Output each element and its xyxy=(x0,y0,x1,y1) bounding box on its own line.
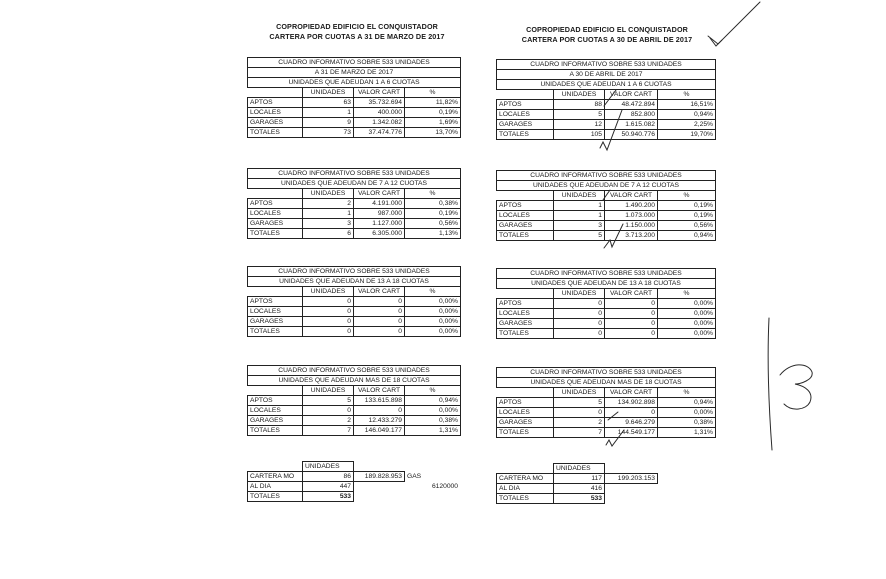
right-table-3 xyxy=(496,268,716,339)
right-summary xyxy=(496,463,716,504)
col-header: UNIDADES xyxy=(303,462,354,472)
table-header: CUADRO INFORMATIVO SOBRE 533 UNIDADES xyxy=(248,169,461,179)
col-header: % xyxy=(405,386,461,396)
left-table-1 xyxy=(247,57,461,138)
left-table-4 xyxy=(247,365,461,436)
table-row: LOCALES 1 987.000 0,19% xyxy=(248,209,461,219)
table-row: APTOS 5 133.615.898 0,94% xyxy=(248,396,461,406)
table-row: LOCALES 1 400.000 0,19% xyxy=(248,108,461,118)
table-row: GARAGES 0 0 0,00% xyxy=(497,319,716,329)
col-header: UNIDADES xyxy=(554,191,605,201)
data-table xyxy=(496,268,716,339)
data-table xyxy=(496,170,716,241)
table-row: APTOS 0 0 0,00% xyxy=(248,297,461,307)
table-row: CARTERA MO 86 189.828.953 GAS xyxy=(248,472,461,482)
right-table-4 xyxy=(496,367,716,438)
col-header: % xyxy=(405,189,461,199)
col-header: VALOR CART xyxy=(605,388,658,398)
table-row: APTOS 63 35.732.694 11,82% xyxy=(248,98,461,108)
table-header: CUADRO INFORMATIVO SOBRE 533 UNIDADES xyxy=(497,269,716,279)
left-title xyxy=(246,22,468,42)
table-subheader: UNIDADES QUE ADEUDAN 1 A 6 CUOTAS xyxy=(248,78,461,88)
table-row: APTOS 2 4.191.000 0,38% xyxy=(248,199,461,209)
col-header: UNIDADES xyxy=(303,189,354,199)
table-header: CUADRO INFORMATIVO SOBRE 533 UNIDADES xyxy=(248,58,461,68)
left-title-line1: COPROPIEDAD EDIFICIO EL CONQUISTADOR xyxy=(276,22,438,31)
col-header: UNIDADES xyxy=(303,88,354,98)
table-row: LOCALES 0 0 0,00% xyxy=(497,309,716,319)
table-subheader: A 30 DE ABRIL DE 2017 xyxy=(497,70,716,80)
note-text: GAS xyxy=(407,473,422,480)
table-subheader: UNIDADES QUE ADEUDAN DE 7 A 12 CUOTAS xyxy=(497,181,716,191)
table-row: AL DIA 447 6120000 xyxy=(248,482,461,492)
table-row: GARAGES 0 0 0,00% xyxy=(248,317,461,327)
table-subheader: A 31 DE MARZO DE 2017 xyxy=(248,68,461,78)
table-row: TOTALES 105 50.940.776 19,70% xyxy=(497,130,716,140)
initials-mark xyxy=(768,318,812,450)
summary-table xyxy=(247,461,461,502)
left-table-3 xyxy=(247,266,461,337)
right-title-line2: CARTERA POR CUOTAS A 30 DE ABRIL DE 2017 xyxy=(521,35,693,44)
col-header: UNIDADES xyxy=(554,464,605,474)
right-title-line1: COPROPIEDAD EDIFICIO EL CONQUISTADOR xyxy=(526,25,688,34)
data-table xyxy=(247,168,461,239)
col-header: % xyxy=(405,287,461,297)
col-header: UNIDADES xyxy=(554,289,605,299)
table-subheader: UNIDADES QUE ADEUDAN DE 13 A 18 CUOTAS xyxy=(248,277,461,287)
table-row: LOCALES 0 0 0,00% xyxy=(248,307,461,317)
table-row: TOTALES 7 144.549.177 1,31% xyxy=(497,428,716,438)
table-row: TOTALES 73 37.474.776 13,70% xyxy=(248,128,461,138)
table-row: APTOS 1 1.490.200 0,19% xyxy=(497,201,716,211)
table-row: GARAGES 2 12.433.279 0,38% xyxy=(248,416,461,426)
table-header: CUADRO INFORMATIVO SOBRE 533 UNIDADES xyxy=(497,171,716,181)
left-title-line2: CARTERA POR CUOTAS A 31 DE MARZO DE 2017 xyxy=(269,32,445,41)
col-header: % xyxy=(658,388,716,398)
data-table xyxy=(247,57,461,138)
col-header: % xyxy=(405,88,461,98)
table-row: APTOS 88 48.472.894 16,51% xyxy=(497,100,716,110)
data-table xyxy=(496,59,716,140)
col-header: VALOR CART xyxy=(605,90,658,100)
col-header: % xyxy=(658,289,716,299)
col-header: VALOR CART xyxy=(605,191,658,201)
table-row: TOTALES 0 0 0,00% xyxy=(248,327,461,337)
table-row: LOCALES 5 852.800 0,94% xyxy=(497,110,716,120)
table-header: CUADRO INFORMATIVO SOBRE 533 UNIDADES xyxy=(248,267,461,277)
data-table xyxy=(496,367,716,438)
table-row: TOTALES 6 6.305.000 1,13% xyxy=(248,229,461,239)
table-row: GARAGES 2 9.646.279 0,38% xyxy=(497,418,716,428)
table-row: TOTALES 5 3.713.200 0,94% xyxy=(497,231,716,241)
table-row: LOCALES 0 0 0,00% xyxy=(248,406,461,416)
table-header: CUADRO INFORMATIVO SOBRE 533 UNIDADES xyxy=(248,366,461,376)
table-header: CUADRO INFORMATIVO SOBRE 533 UNIDADES xyxy=(497,368,716,378)
table-row: TOTALES 0 0 0,00% xyxy=(497,329,716,339)
table-row: LOCALES 0 0 0,00% xyxy=(497,408,716,418)
table-row: CARTERA MO 117 199.203.153 xyxy=(497,474,716,484)
col-header: UNIDADES xyxy=(554,90,605,100)
left-summary xyxy=(247,461,461,502)
right-table-2 xyxy=(496,170,716,241)
table-subheader: UNIDADES QUE ADEUDAN 1 A 6 CUOTAS xyxy=(497,80,716,90)
table-subheader: UNIDADES QUE ADEUDAN MAS DE 18 CUOTAS xyxy=(497,378,716,388)
col-header: VALOR CART xyxy=(605,289,658,299)
table-row: APTOS 5 134.902.898 0,94% xyxy=(497,398,716,408)
summary-table xyxy=(496,463,716,504)
table-row: GARAGES 9 1.342.082 1,69% xyxy=(248,118,461,128)
note-text: 6120000 xyxy=(431,483,458,490)
table-row: GARAGES 12 1.615.082 2,25% xyxy=(497,120,716,130)
left-table-2 xyxy=(247,168,461,239)
col-header: % xyxy=(658,90,716,100)
table-subheader: UNIDADES QUE ADEUDAN DE 13 A 18 CUOTAS xyxy=(497,279,716,289)
col-header: UNIDADES xyxy=(303,386,354,396)
data-table xyxy=(247,266,461,337)
col-header: % xyxy=(658,191,716,201)
table-row: APTOS 0 0 0,00% xyxy=(497,299,716,309)
col-header: UNIDADES xyxy=(303,287,354,297)
table-row: AL DIA 416 xyxy=(497,484,716,494)
table-subheader: UNIDADES QUE ADEUDAN DE 7 A 12 CUOTAS xyxy=(248,179,461,189)
right-title xyxy=(496,25,718,45)
table-row: LOCALES 1 1.073.000 0,19% xyxy=(497,211,716,221)
right-table-1 xyxy=(496,59,716,140)
table-row: TOTALES 533 xyxy=(497,494,716,504)
table-row: GARAGES 3 1.127.000 0,56% xyxy=(248,219,461,229)
col-header: VALOR CART xyxy=(354,386,405,396)
table-row: GARAGES 3 1.150.000 0,56% xyxy=(497,221,716,231)
table-subheader: UNIDADES QUE ADEUDAN MAS DE 18 CUOTAS xyxy=(248,376,461,386)
table-header: CUADRO INFORMATIVO SOBRE 533 UNIDADES xyxy=(497,60,716,70)
col-header: VALOR CART xyxy=(354,189,405,199)
col-header: UNIDADES xyxy=(554,388,605,398)
data-table xyxy=(247,365,461,436)
col-header: VALOR CART xyxy=(354,287,405,297)
col-header: VALOR CART xyxy=(354,88,405,98)
table-row: TOTALES 533 xyxy=(248,492,461,502)
table-row: TOTALES 7 146.049.177 1,31% xyxy=(248,426,461,436)
